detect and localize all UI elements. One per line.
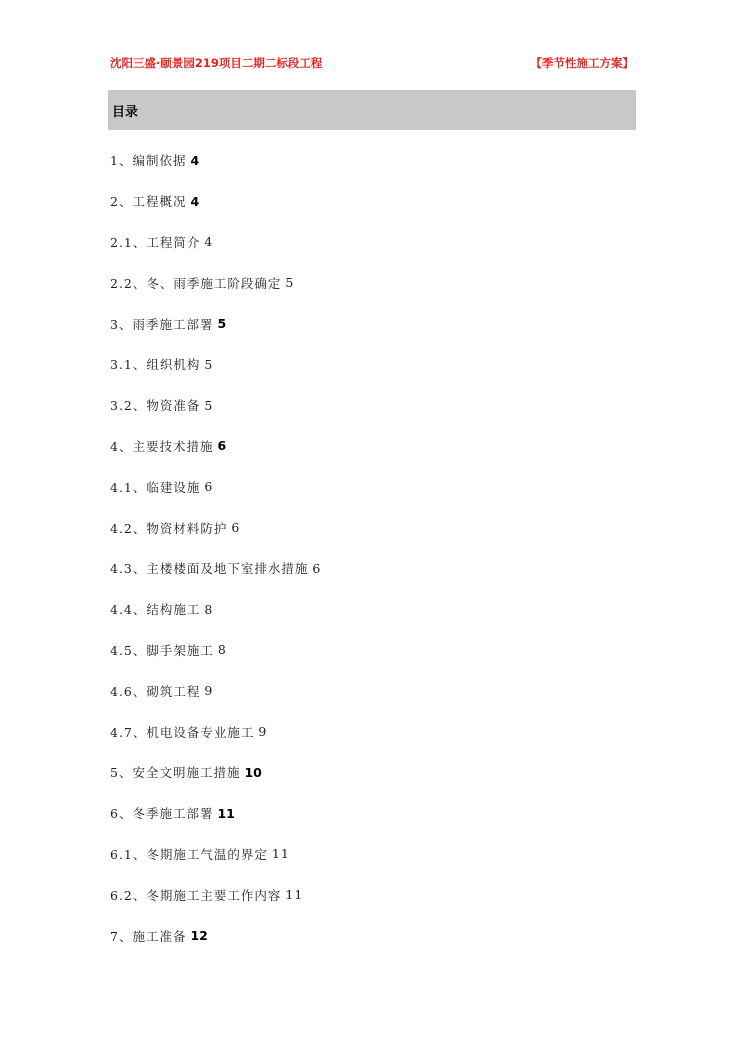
toc-entry-page-number: 11 — [285, 887, 304, 903]
toc-entry[interactable] — [110, 548, 630, 589]
toc-entry-page-number: 8 — [217, 642, 227, 658]
toc-entry-page-number: 9 — [258, 724, 268, 740]
toc-entry[interactable] — [110, 303, 630, 344]
toc-entry-page-number: 4 — [190, 193, 200, 209]
toc-entry-label: 4、主要技术措施 — [110, 438, 214, 454]
toc-entry-page-number: 8 — [204, 601, 214, 617]
toc-entry-label: 4.2、物资材料防护 — [110, 520, 228, 536]
toc-entry[interactable] — [110, 630, 630, 671]
toc-entry[interactable] — [110, 385, 630, 426]
toc-entry-page-number: 4 — [204, 234, 214, 250]
toc-entry-page-number: 9 — [204, 683, 214, 699]
toc-entry-page-number: 11 — [271, 846, 290, 862]
table-of-contents — [110, 140, 630, 956]
toc-entry[interactable] — [110, 834, 630, 875]
toc-entry-page-number: 6 — [312, 560, 322, 576]
toc-entry-page-number: 6 — [217, 438, 227, 454]
toc-entry-label: 4.7、机电设备专业施工 — [110, 724, 255, 740]
toc-entry-label: 6.1、冬期施工气温的界定 — [110, 846, 268, 862]
toc-entry[interactable] — [110, 589, 630, 630]
toc-entry[interactable] — [110, 793, 630, 834]
toc-entry-label: 5、安全文明施工措施 — [110, 765, 241, 781]
toc-entry[interactable] — [110, 752, 630, 793]
toc-entry-label: 1、编制依据 — [110, 153, 187, 169]
toc-entry-page-number: 10 — [244, 764, 262, 780]
toc-entry-label: 7、施工准备 — [110, 928, 187, 944]
toc-entry-page-number: 4 — [190, 152, 200, 168]
toc-entry[interactable] — [110, 262, 630, 303]
toc-entry[interactable] — [110, 426, 630, 467]
toc-entry-label: 3、雨季施工部署 — [110, 316, 214, 332]
toc-entry[interactable] — [110, 344, 630, 385]
toc-entry[interactable] — [110, 711, 630, 752]
toc-entry[interactable] — [110, 874, 630, 915]
toc-entry-label: 4.1、临建设施 — [110, 479, 201, 495]
toc-entry-label: 2.1、工程简介 — [110, 234, 201, 250]
toc-entry[interactable] — [110, 140, 630, 181]
toc-entry[interactable] — [110, 222, 630, 263]
toc-entry-label: 6、冬季施工部署 — [110, 806, 214, 822]
header-document-type: 【季节性施工方案】 — [530, 56, 634, 70]
toc-entry[interactable] — [110, 466, 630, 507]
toc-entry-page-number: 12 — [190, 928, 208, 944]
toc-entry[interactable] — [110, 507, 630, 548]
toc-entry-label: 3.2、物资准备 — [110, 398, 201, 414]
header-project-title: 沈阳三盛·颐景园219项目二期二标段工程 — [110, 56, 323, 70]
toc-entry-label: 2、工程概况 — [110, 194, 187, 210]
toc-entry[interactable] — [110, 181, 630, 222]
toc-entry-page-number: 5 — [217, 316, 227, 332]
toc-entry-label: 4.6、砌筑工程 — [110, 683, 201, 699]
toc-entry-label: 4.3、主楼楼面及地下室排水措施 — [110, 561, 309, 577]
toc-title: 目录 — [112, 104, 139, 120]
toc-entry-label: 4.5、脚手架施工 — [110, 642, 214, 658]
toc-entry-label: 4.4、结构施工 — [110, 602, 201, 618]
toc-entry-page-number: 5 — [204, 397, 214, 413]
page-header — [110, 54, 634, 72]
toc-entry[interactable] — [110, 915, 630, 956]
toc-entry-label: 3.1、组织机构 — [110, 357, 201, 373]
toc-entry[interactable] — [110, 670, 630, 711]
toc-entry-page-number: 11 — [217, 805, 235, 821]
toc-entry-page-number: 5 — [285, 275, 295, 291]
toc-entry-page-number: 6 — [204, 479, 214, 495]
toc-entry-page-number: 5 — [204, 356, 214, 372]
toc-entry-page-number: 6 — [231, 520, 241, 536]
toc-title-bar — [108, 90, 636, 130]
toc-entry-label: 2.2、冬、雨季施工阶段确定 — [110, 275, 282, 291]
toc-entry-label: 6.2、冬期施工主要工作内容 — [110, 887, 282, 903]
